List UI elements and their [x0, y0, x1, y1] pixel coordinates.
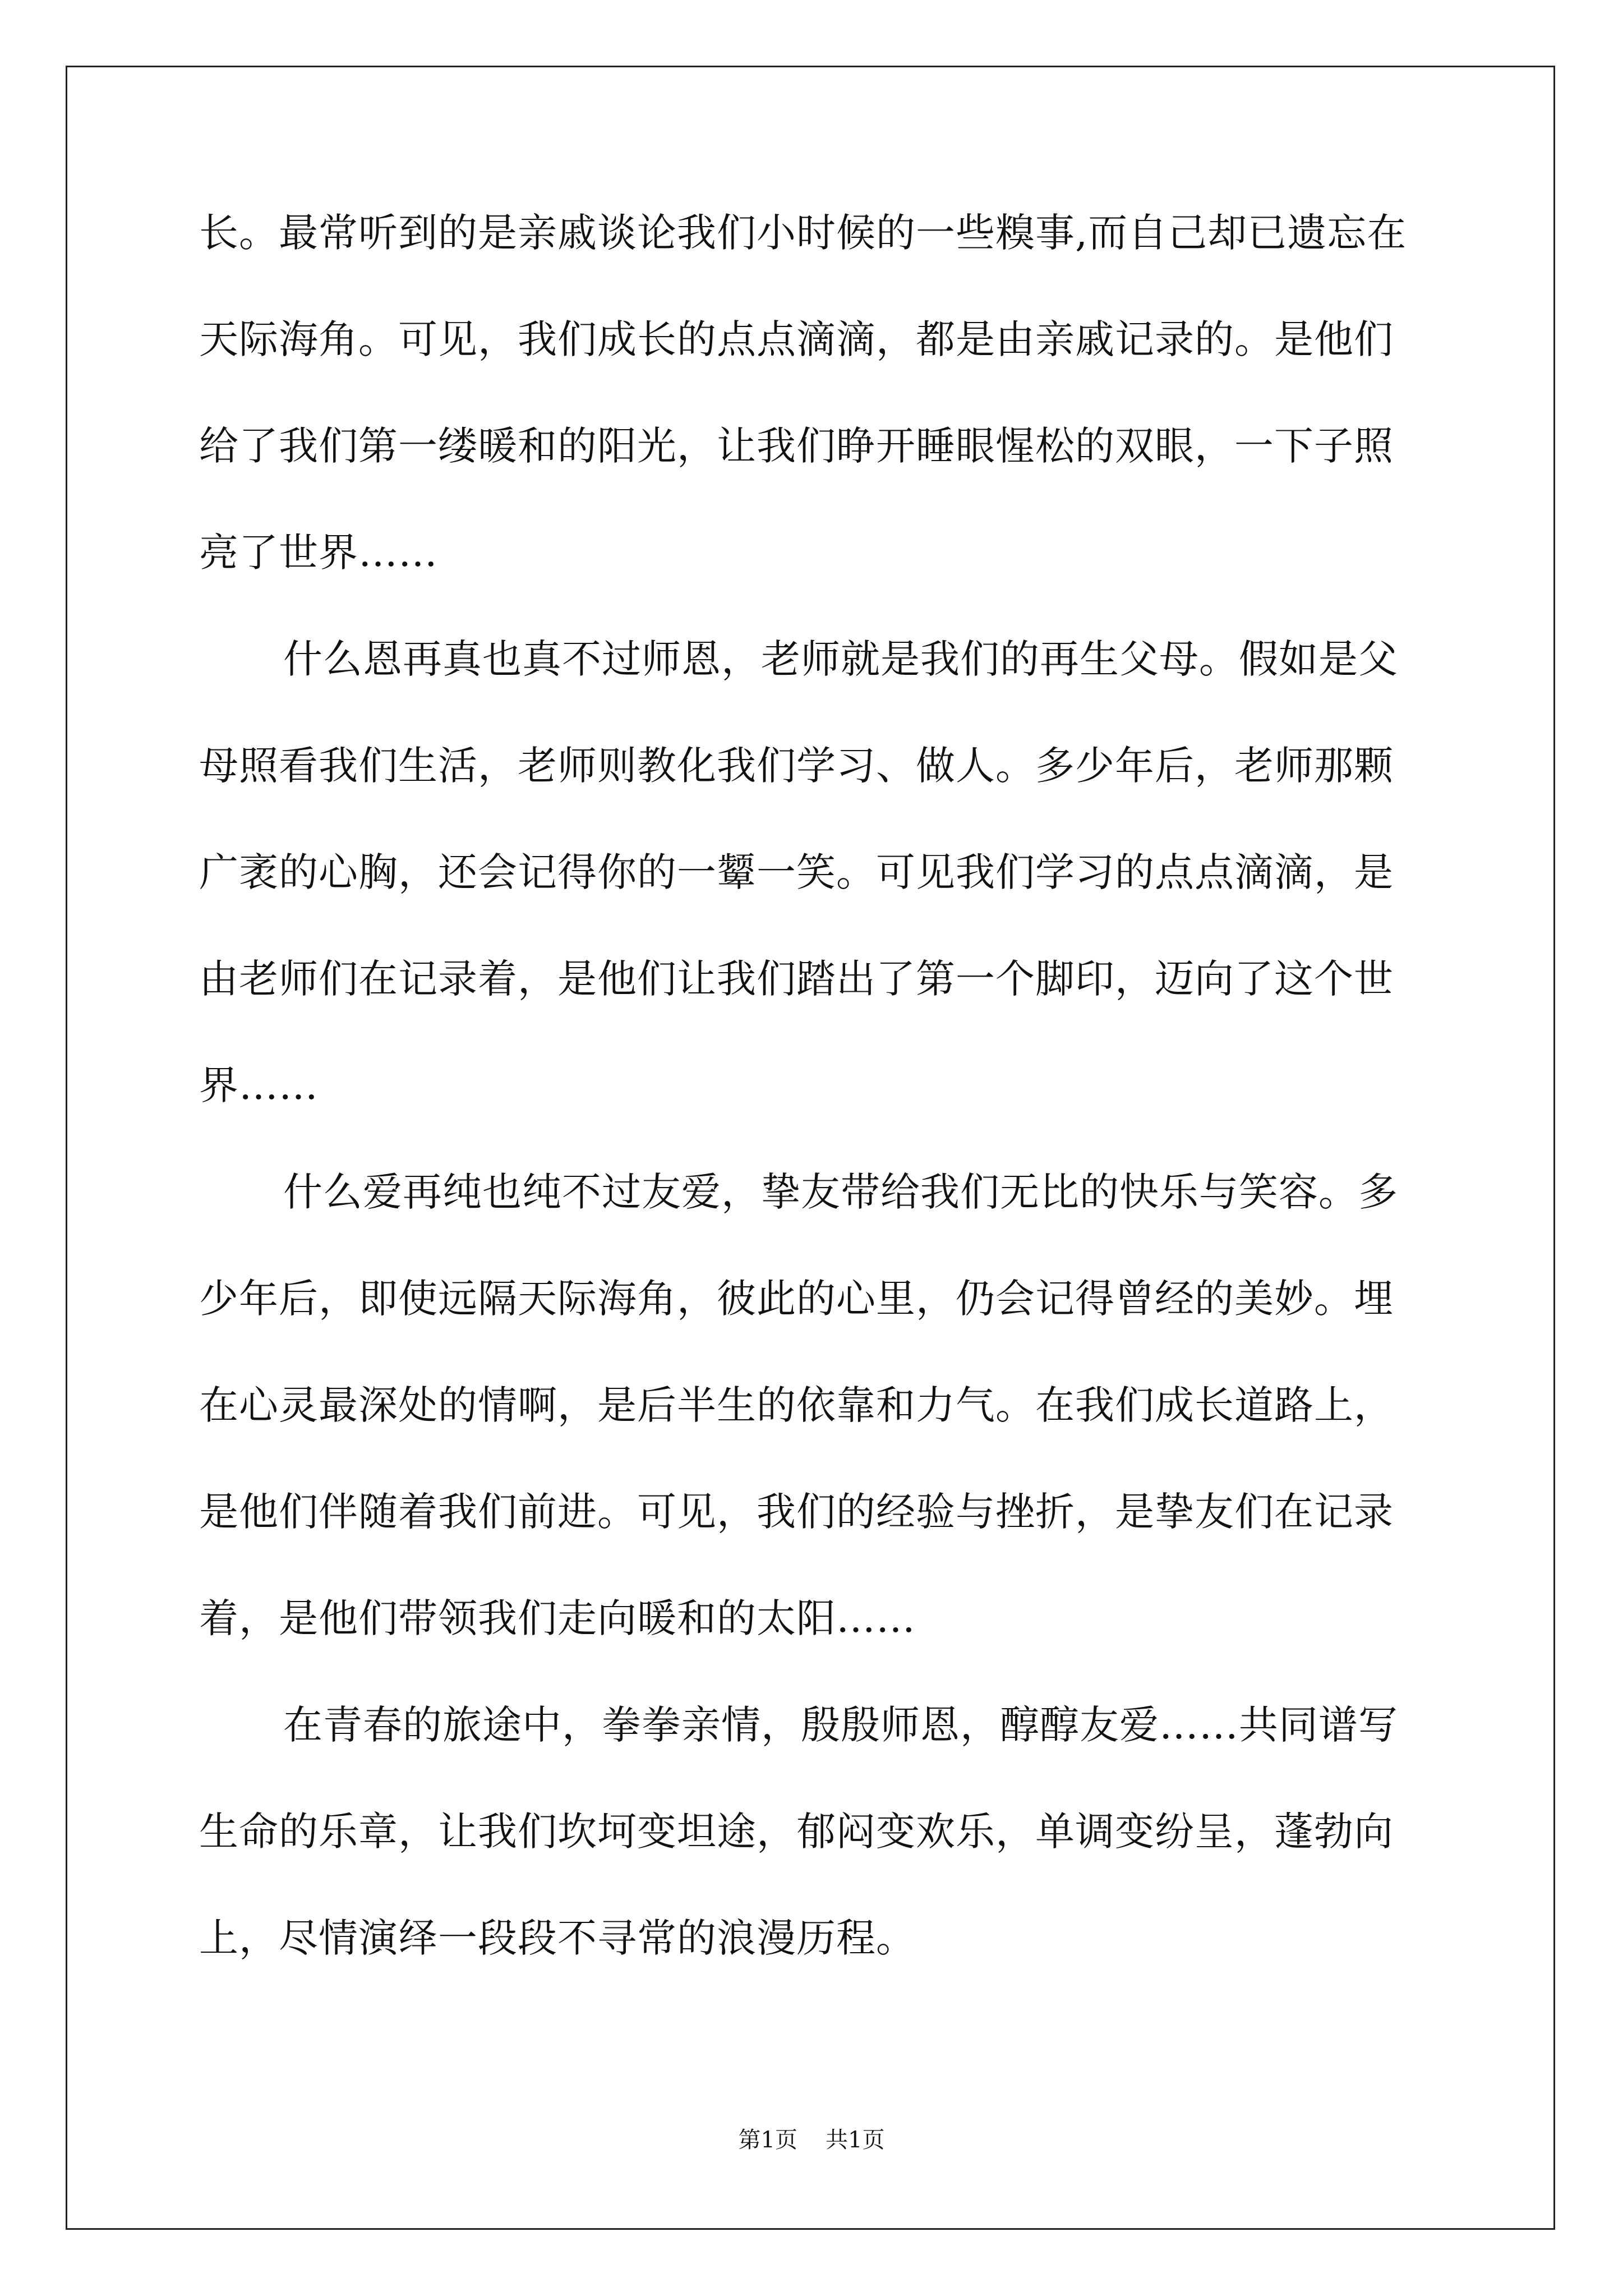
text-line: 由老师们在记录着，是他们让我们踏出了第一个脚印，迈向了这个世 [199, 956, 1394, 1002]
text-line: 界…… [199, 1062, 319, 1108]
text-line: 上，尽情演绎一段段不寻常的浪漫历程。 [199, 1915, 916, 1961]
text-line: 亮了世界…… [199, 530, 438, 576]
text-line: 少年后，即使远隔天际海角，彼此的心里，仍会记得曾经的美妙。埋 [199, 1276, 1394, 1322]
text-line: 是他们伴随着我们前进。可见，我们的经验与挫折，是挚友们在记录 [199, 1489, 1394, 1535]
text-line: 母照看我们生活，老师则教化我们学习、做人。多少年后，老师那颗 [199, 743, 1394, 789]
paragraph-start-line: 什么恩再真也真不过师恩，老师就是我们的再生父母。假如是父 [283, 636, 1398, 682]
text-line: 着，是他们带领我们走向暖和的太阳…… [199, 1595, 916, 1641]
text-line: 长。最常听到的是亲戚谈论我们小时候的一些糗事,而自己却已遗忘在 [199, 210, 1407, 256]
text-line: 给了我们第一缕暖和的阳光，让我们睁开睡眼惺松的双眼，一下子照 [199, 423, 1394, 469]
text-line: 广袤的心胸，还会记得你的一颦一笑。可见我们学习的点点滴滴，是 [199, 849, 1394, 895]
text-line: 生命的乐章，让我们坎坷变坦途，郁闷变欢乐，单调变纷呈，蓬勃向 [199, 1809, 1394, 1855]
page-total: 共1页 [826, 2127, 885, 2153]
paragraph-start-line: 什么爱再纯也纯不过友爱，挚友带给我们无比的快乐与笑容。多 [283, 1169, 1398, 1215]
text-line: 在心灵最深处的情啊，是后半生的依靠和力气。在我们成长道路上， [199, 1382, 1394, 1428]
page-footer [0, 2129, 1623, 2151]
paragraph-start-line: 在青春的旅途中，拳拳亲情，殷殷师恩，醇醇友爱……共同谱写 [283, 1702, 1398, 1748]
text-line: 天际海角。可见，我们成长的点点滴滴，都是由亲戚记录的。是他们 [199, 316, 1394, 362]
page-number: 第1页 [738, 2127, 797, 2153]
document-body [199, 210, 1427, 2025]
